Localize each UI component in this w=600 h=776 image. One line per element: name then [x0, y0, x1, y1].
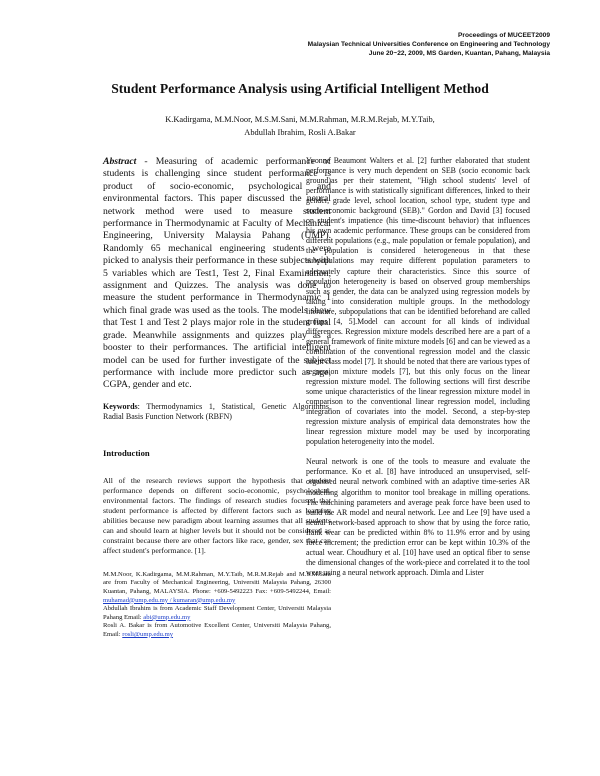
abstract-text: Measuring of academic performance of students is challenging since student performance is product of socio-economic, psychological and environmental factors. This paper discussed the neural network method were used to measure student performance in Thermodynamic at Faculty of Mechanical Engineering, University Malaysia Pahang (UMP). Randomly 65 mechanical engineering students were picked to analysis their performance in these subjects with 5 variables which are Test1, Test 2, Final Examination, assignment and Quizzes. The analysis was done to measure the student performance in Thermodynamic 1 which final grade was used as the tools. The models show that Test 1 and Test 2 plays major role in the student final grade. Meanwhile assignments and quizzes play as a booster to their performances. The artificial intelligent model can be used for further investigate of the subject performance with include more predictor such as age, CGPA, gender and etc.	[103, 156, 331, 391]
footnote-3-email-link[interactable]: rosli@ump.edu.my	[122, 630, 174, 638]
footnote-3-text: Rosli A. Bakar is from Automotive Excellent Center, Universiti Malaysia Pahang, Email:	[103, 622, 331, 638]
intro-paragraph: All of the research reviews support the hypothesis that student performance depends on different socio-economic, psychological, environmental factors. The findings of research studies focused that student performance is affected by different factors such as learning abilities because new paradigm about learning assumes that all students can and should learn at higher levels but it should not be considered as constraint because there are other factors like race, gender, sex that can affect student's performance. [1].	[103, 475, 331, 555]
footnote-2-email-link[interactable]: abi@ump.edu.my	[143, 613, 191, 621]
right-paragraph-1: Yvonne Beaumont Walters et al. [2] further elaborated that student performance is very much dependent on SEB (socio economic back ground)as per their statement, "High school students' level of performance is with statistically significant differences, linked to their gender, grade level, school location, school type, student type and socio-economic background (SEB)." Gordon and David [3] focused on student's impatience (his time-discount behavior) that influences his own academic performance. These groups can be considered from different populations (e.g., male population or female population), and the population is considered heterogeneous in that these subpopulations may require different population parameters to adequately capture their characteristics. Since this source of population heterogeneity is based on observed group memberships such as gender, the data can be analyzed using regression models by taking into consideration multiple groups. In the methodology literature, subpopulations that can be identified beforehand are called groups [4, 5].Model can account for all kinds of individual differences. Regression mixture models described here are a part of a general framework of finite mixture models [6] and can be viewed as a combination of the conventional regression model and the classic latent class model [7]. It should be noted that there are various types of regression mixture models [7], but this only focus on the linear regression mixture model. The following sections will first describe some unique characteristics of the linear regression mixture model in comparison to the conventional linear regression model, including integration of covariates into the model. Second, a step-by-step regression mixture analysis of empirical data demonstrates how the linear regression mixture model may be used by incorporating population heterogeneity into the model.	[306, 156, 530, 447]
keywords-label: Keywords	[103, 401, 138, 411]
right-paragraph-2: Neural network is one of the tools to measure and evaluate the performance. Ko et al. [8] have introduced an unsupervised, self-organised neural network combined with an adaptive time-series AR modelling algorithm to monitor tool breakage in milling operations. The machining parameters and average peak force have been used to build the AR model and neural network. Lee and Lee [9] have used a neural network-based approach to show that by using the force ratio, flank wear can be predicted within 8% to 11.9% error and by using force increment; the prediction error can be kept within 10.3% of the actual wear. Choudhury et al. [10] have used an optical fiber to sense the dimensional changes of the work-piece and correlated it to the tool wear using a neural network approach. Dimla and Lister	[306, 457, 530, 577]
author-list	[80, 113, 520, 139]
authors-line-2: Abdullah Ibrahim, Rosli A.Bakar	[244, 128, 356, 137]
footnote-2	[103, 605, 331, 622]
paper-title: Student Performance Analysis using Artificial Intelligent Method	[111, 81, 489, 96]
header-line-1: Proceedings of MUCEET2009	[458, 32, 550, 39]
author-footnotes	[103, 571, 331, 640]
header-line-3: June 20~22, 2009, MS Garden, Kuantan, Pahang, Malaysia	[368, 50, 550, 57]
abstract: Abstract - Measuring of academic performance of students is challenging since student performance is product of socio-economic, psychological and environmental factors. This paper discussed the neural network method were used to measure student performance in Thermodynamic at Faculty of Mechanical Engineering, University Malaysia Pahang (UMP). Randomly 65 mechanical engineering students were picked to analysis their performance in these subjects with 5 variables which are Test1, Test 2, Final Examination, assignment and Quizzes. The analysis was done to measure the student performance in Thermodynamic 1 which final grade was used as the tools. The models show that Test 1 and Test 2 plays major role in the student final grade. Meanwhile assignments and quizzes play as a booster to their performances. The artificial intelligent model can be used for further investigate of the subject performance with include more predictor such as age, CGPA, gender and etc.	[103, 156, 331, 391]
header-line-2: Malaysian Technical Universities Conference on Engineering and Technology	[307, 41, 550, 48]
section-heading-introduction: Introduction	[103, 447, 150, 458]
proceedings-header	[308, 31, 550, 58]
footnote-3	[103, 622, 331, 639]
right-column	[306, 156, 530, 578]
keywords	[103, 402, 331, 422]
footnote-1-emails-link[interactable]: muhamad@ump.edu.my / kumaran@ump.edu.my	[103, 596, 236, 604]
keywords-text: : Thermodynamics 1, Statistical, Genetic Algorithms, Radial Basis Function Network (RBFN)	[103, 401, 331, 421]
footnote-1	[103, 571, 331, 605]
footnote-1-text: M.M.Noor, K.Kadirgama, M.M.Rahman, M.Y.Taib, M.R.M.Rejab and M.S.M.Sani are from Faculty of Mechanical Engineering, Universiti Malaysia Pahang, 26300 Kuantan, Pahang, MALAYSIA. Phone: +609-5492223 Fax: +609-5492244, Email:	[103, 570, 331, 595]
left-column	[103, 156, 331, 639]
abstract-label: Abstract	[103, 156, 137, 167]
footnote-2-text: Abdullah Ibrahim is from Academic Staff Development Center, Universiti Malaysia Pahang Email:	[103, 605, 331, 621]
authors-line-1: K.Kadirgama, M.M.Noor, M.S.M.Sani, M.M.Rahman, M.R.M.Rejab, M.Y.Taib,	[165, 115, 435, 124]
